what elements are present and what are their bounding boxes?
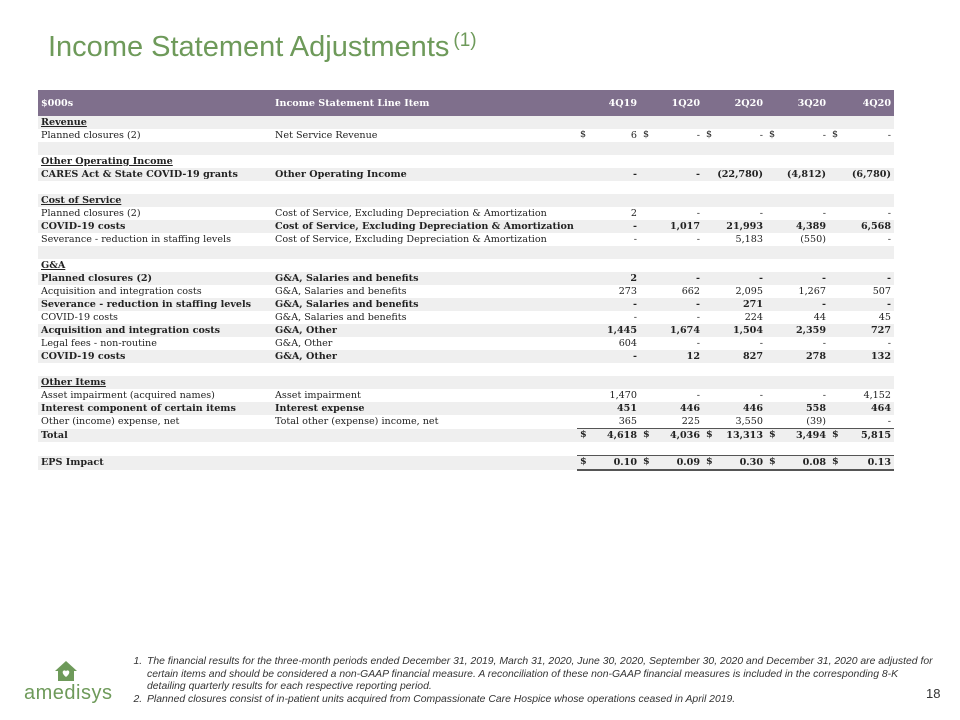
value-text: -	[759, 208, 763, 219]
value-text: 0.10	[613, 457, 637, 468]
row-line-item: G&A, Other	[272, 324, 577, 337]
value-text: -	[822, 273, 826, 284]
value-text: 225	[681, 416, 700, 427]
value-text: 4,389	[795, 221, 826, 232]
row-line-item	[272, 429, 577, 443]
value-text: 2,359	[795, 325, 826, 336]
value-cell	[640, 456, 703, 471]
value-text: 6,568	[860, 221, 891, 232]
value-text: -	[696, 273, 700, 284]
value-cell	[577, 298, 640, 311]
value-cell	[766, 272, 829, 285]
value-text: 132	[870, 351, 891, 362]
page-title	[48, 30, 477, 64]
value-text: 278	[805, 351, 826, 362]
value-cell	[829, 415, 894, 429]
value-cell	[640, 337, 703, 350]
value-cell	[703, 220, 766, 233]
value-text: 4,036	[669, 430, 700, 441]
value-cell	[577, 324, 640, 337]
dollar-sign: $	[580, 129, 587, 140]
value-cell	[577, 311, 640, 324]
value-text: (22,780)	[717, 169, 763, 180]
value-cell	[829, 272, 894, 285]
col-header-2q20: 2Q20	[703, 90, 766, 116]
value-text: 0.08	[802, 457, 826, 468]
col-header-4q19: 4Q19	[577, 90, 640, 116]
value-text: -	[887, 416, 891, 427]
value-text: 604	[618, 338, 637, 349]
value-text: -	[759, 130, 763, 141]
section-label: G&A	[41, 260, 66, 271]
value-cell	[640, 389, 703, 402]
value-cell	[577, 350, 640, 363]
value-text: 273	[618, 286, 637, 297]
spacer-row	[38, 142, 894, 155]
value-text: 224	[744, 312, 763, 323]
value-text: 558	[805, 403, 826, 414]
value-text: -	[887, 130, 891, 141]
dollar-sign: $	[769, 129, 776, 140]
row-label: Planned closures (2)	[38, 207, 272, 220]
table-row	[38, 298, 894, 311]
value-text: (550)	[800, 234, 826, 245]
value-text: 446	[679, 403, 700, 414]
value-text: 507	[872, 286, 891, 297]
col-header-line-item: Income Statement Line Item	[272, 90, 577, 116]
value-cell	[703, 168, 766, 181]
value-text: 1,017	[669, 221, 700, 232]
value-cell	[766, 298, 829, 311]
value-text: 1,504	[732, 325, 763, 336]
value-text: -	[696, 299, 700, 310]
value-cell	[577, 456, 640, 471]
value-cell	[640, 233, 703, 246]
value-text: 45	[878, 312, 891, 323]
value-text: (4,812)	[786, 169, 826, 180]
value-text: 827	[742, 351, 763, 362]
section-header-row	[38, 155, 894, 168]
value-text: -	[822, 390, 826, 401]
value-text: -	[633, 299, 637, 310]
dollar-sign: $	[580, 456, 587, 467]
value-text: 0.09	[676, 457, 700, 468]
value-cell	[640, 429, 703, 443]
table-row	[38, 402, 894, 415]
section-label: Other Operating Income	[41, 156, 173, 167]
section-header-row	[38, 194, 894, 207]
value-text: 464	[870, 403, 891, 414]
value-text: 446	[742, 403, 763, 414]
value-text: 271	[742, 299, 763, 310]
eps-impact-row	[38, 456, 894, 471]
dollar-sign: $	[643, 429, 650, 440]
value-text: 451	[616, 403, 637, 414]
value-cell	[829, 324, 894, 337]
row-line-item: G&A, Salaries and benefits	[272, 285, 577, 298]
value-cell	[766, 350, 829, 363]
value-text: -	[633, 312, 637, 323]
value-cell	[829, 402, 894, 415]
amedisys-logo	[24, 660, 112, 704]
value-text: 0.13	[867, 457, 891, 468]
value-cell	[703, 324, 766, 337]
row-label: Other (income) expense, net	[38, 415, 272, 429]
value-cell	[703, 233, 766, 246]
col-header-4q20: 4Q20	[829, 90, 894, 116]
value-text: (39)	[806, 416, 826, 427]
row-line-item: Cost of Service, Excluding Depreciation & Amortization	[272, 207, 577, 220]
value-text: -	[696, 169, 700, 180]
table-row	[38, 129, 894, 142]
row-label: Total	[38, 429, 272, 443]
section-header-row	[38, 259, 894, 272]
dollar-sign: $	[706, 129, 713, 140]
row-label: Severance - reduction in staffing levels	[38, 233, 272, 246]
value-cell	[577, 285, 640, 298]
value-text: 21,993	[726, 221, 763, 232]
income-statement-adjustments-table	[38, 90, 894, 471]
value-text: -	[696, 234, 700, 245]
value-text: 1,267	[798, 286, 826, 297]
value-text: -	[887, 299, 891, 310]
value-text: -	[887, 208, 891, 219]
value-text: -	[822, 130, 826, 141]
row-line-item: G&A, Salaries and benefits	[272, 298, 577, 311]
value-text: -	[822, 338, 826, 349]
value-text: -	[887, 338, 891, 349]
footnote-2: 2. Planned closures consist of in-patient units acquired from Compassionate Care Hospice whose operations ceased in April 2019.	[145, 694, 935, 707]
value-text: 4,618	[606, 430, 637, 441]
value-cell	[577, 415, 640, 429]
row-label: Planned closures (2)	[38, 272, 272, 285]
value-text: -	[759, 338, 763, 349]
value-cell	[829, 429, 894, 443]
value-text: -	[696, 312, 700, 323]
value-text: -	[887, 273, 891, 284]
value-cell	[766, 285, 829, 298]
value-text: 662	[681, 286, 700, 297]
row-label: CARES Act & State COVID-19 grants	[38, 168, 272, 181]
row-line-item: G&A, Other	[272, 337, 577, 350]
value-cell	[766, 311, 829, 324]
dollar-sign: $	[643, 129, 650, 140]
value-cell	[829, 298, 894, 311]
value-cell	[829, 285, 894, 298]
value-cell	[640, 168, 703, 181]
value-cell	[703, 285, 766, 298]
value-cell	[640, 285, 703, 298]
value-text: 0.30	[739, 457, 763, 468]
row-line-item: Asset impairment	[272, 389, 577, 402]
value-cell	[766, 220, 829, 233]
value-cell	[703, 337, 766, 350]
value-cell	[577, 129, 640, 142]
value-text: -	[822, 208, 826, 219]
value-cell	[577, 233, 640, 246]
value-text: -	[696, 338, 700, 349]
col-header-3q20: 3Q20	[766, 90, 829, 116]
value-text: -	[633, 234, 637, 245]
value-cell	[703, 311, 766, 324]
footnotes	[120, 656, 935, 706]
row-line-item: G&A, Other	[272, 350, 577, 363]
col-header-units: $000s	[38, 90, 272, 116]
section-label: Other Items	[41, 377, 106, 388]
table-row	[38, 168, 894, 181]
section-header-row	[38, 116, 894, 129]
value-cell	[577, 272, 640, 285]
value-text: 5,183	[735, 234, 763, 245]
value-cell	[766, 233, 829, 246]
table-row	[38, 207, 894, 220]
dollar-sign: $	[769, 456, 776, 467]
row-label: COVID-19 costs	[38, 350, 272, 363]
spacer-row	[38, 363, 894, 376]
value-text: -	[887, 234, 891, 245]
row-label: Interest component of certain items	[38, 402, 272, 415]
house-heart-icon	[54, 660, 78, 682]
row-label: Legal fees - non-routine	[38, 337, 272, 350]
row-label: Asset impairment (acquired names)	[38, 389, 272, 402]
value-cell	[703, 429, 766, 443]
value-cell	[640, 129, 703, 142]
value-cell	[829, 233, 894, 246]
value-cell	[577, 168, 640, 181]
spacer-row	[38, 442, 894, 456]
table-row	[38, 220, 894, 233]
value-cell	[829, 456, 894, 471]
value-text: 2	[630, 208, 637, 219]
value-cell	[766, 429, 829, 443]
value-cell	[829, 350, 894, 363]
logo-wordmark: amedisys	[24, 682, 113, 704]
table-row	[38, 272, 894, 285]
value-text: -	[633, 351, 637, 362]
value-cell	[829, 337, 894, 350]
table-row	[38, 285, 894, 298]
page-number: 18	[926, 686, 941, 701]
value-cell	[703, 298, 766, 311]
value-cell	[703, 402, 766, 415]
value-cell	[577, 389, 640, 402]
row-line-item: Total other (expense) income, net	[272, 415, 577, 429]
row-line-item: Other Operating Income	[272, 168, 577, 181]
dollar-sign: $	[769, 429, 776, 440]
table-row	[38, 324, 894, 337]
value-text: 12	[686, 351, 700, 362]
section-label: Revenue	[41, 117, 87, 128]
value-text: -	[633, 221, 637, 232]
value-text: 1,470	[609, 390, 637, 401]
value-cell	[703, 272, 766, 285]
value-text: 13,313	[726, 430, 763, 441]
title-footnote-ref: (1)	[453, 30, 477, 51]
value-cell	[766, 337, 829, 350]
dollar-sign: $	[580, 429, 587, 440]
value-cell	[703, 415, 766, 429]
page-title-text: Income Statement Adjustments	[48, 31, 450, 63]
row-line-item: G&A, Salaries and benefits	[272, 272, 577, 285]
value-text: 1,445	[606, 325, 637, 336]
value-cell	[640, 298, 703, 311]
row-label: Acquisition and integration costs	[38, 285, 272, 298]
row-label: COVID-19 costs	[38, 220, 272, 233]
dollar-sign: $	[832, 129, 839, 140]
value-text: 5,815	[860, 430, 891, 441]
row-line-item: Cost of Service, Excluding Depreciation & Amortization	[272, 220, 577, 233]
row-label: EPS Impact	[38, 456, 272, 471]
value-cell	[577, 429, 640, 443]
value-cell	[766, 415, 829, 429]
row-line-item: Net Service Revenue	[272, 129, 577, 142]
table-row	[38, 415, 894, 429]
dollar-sign: $	[643, 456, 650, 467]
row-label: Planned closures (2)	[38, 129, 272, 142]
value-cell	[640, 350, 703, 363]
value-cell	[703, 350, 766, 363]
spacer-row	[38, 246, 894, 259]
value-cell	[577, 207, 640, 220]
table-row	[38, 350, 894, 363]
row-label: COVID-19 costs	[38, 311, 272, 324]
table-row	[38, 337, 894, 350]
value-text: 1,674	[669, 325, 700, 336]
value-text: 2	[630, 273, 637, 284]
value-cell	[703, 207, 766, 220]
value-cell	[829, 220, 894, 233]
row-line-item	[272, 456, 577, 471]
row-label: Severance - reduction in staffing levels	[38, 298, 272, 311]
section-label: Cost of Service	[41, 195, 122, 206]
value-text: 3,494	[795, 430, 826, 441]
value-text: -	[822, 299, 826, 310]
table-row	[38, 311, 894, 324]
value-cell	[640, 324, 703, 337]
value-text: 2,095	[735, 286, 763, 297]
table-row	[38, 233, 894, 246]
value-cell	[640, 415, 703, 429]
row-line-item: Cost of Service, Excluding Depreciation & Amortization	[272, 233, 577, 246]
value-text: 3,550	[735, 416, 763, 427]
row-line-item: G&A, Salaries and benefits	[272, 311, 577, 324]
value-cell	[577, 220, 640, 233]
value-cell	[577, 402, 640, 415]
table-row	[38, 389, 894, 402]
spacer-row	[38, 181, 894, 194]
value-text: -	[696, 208, 700, 219]
value-text: -	[696, 390, 700, 401]
value-cell	[766, 389, 829, 402]
value-cell	[703, 389, 766, 402]
value-cell	[640, 311, 703, 324]
dollar-sign: $	[706, 456, 713, 467]
value-cell	[829, 311, 894, 324]
value-cell	[640, 207, 703, 220]
value-cell	[766, 129, 829, 142]
value-cell	[766, 168, 829, 181]
value-cell	[640, 272, 703, 285]
value-text: 727	[870, 325, 891, 336]
value-text: 365	[618, 416, 637, 427]
row-label: Acquisition and integration costs	[38, 324, 272, 337]
value-text: -	[759, 390, 763, 401]
value-text: -	[696, 130, 700, 141]
value-cell	[766, 207, 829, 220]
value-cell	[829, 389, 894, 402]
section-header-row	[38, 376, 894, 389]
dollar-sign: $	[832, 456, 839, 467]
total-row	[38, 429, 894, 443]
value-cell	[766, 402, 829, 415]
value-cell	[703, 129, 766, 142]
value-cell	[829, 129, 894, 142]
value-cell	[703, 456, 766, 471]
value-text: 6	[630, 130, 637, 141]
value-cell	[577, 337, 640, 350]
value-text: (6,780)	[851, 169, 891, 180]
value-cell	[766, 324, 829, 337]
dollar-sign: $	[832, 429, 839, 440]
table-header-row	[38, 90, 894, 116]
col-header-1q20: 1Q20	[640, 90, 703, 116]
value-cell	[829, 168, 894, 181]
value-cell	[829, 207, 894, 220]
row-line-item: Interest expense	[272, 402, 577, 415]
footnote-1: 1. The financial results for the three-month periods ended December 31, 2019, March 31, 2020, June 30, 2020, September 30, 2020 and December 31, 2020 are adjusted for certain items and should be considered a non-GAAP financial measure. A reconciliation of these non-GAAP financial measures is included in the corresponding 8-K detailing quarterly results for each respective reporting period.	[145, 656, 935, 694]
dollar-sign: $	[706, 429, 713, 440]
value-cell	[640, 220, 703, 233]
value-text: -	[633, 169, 637, 180]
value-text: -	[759, 273, 763, 284]
value-text: 4,152	[863, 390, 891, 401]
value-cell	[766, 456, 829, 471]
table-body	[38, 116, 894, 470]
value-text: 44	[813, 312, 826, 323]
value-cell	[640, 402, 703, 415]
